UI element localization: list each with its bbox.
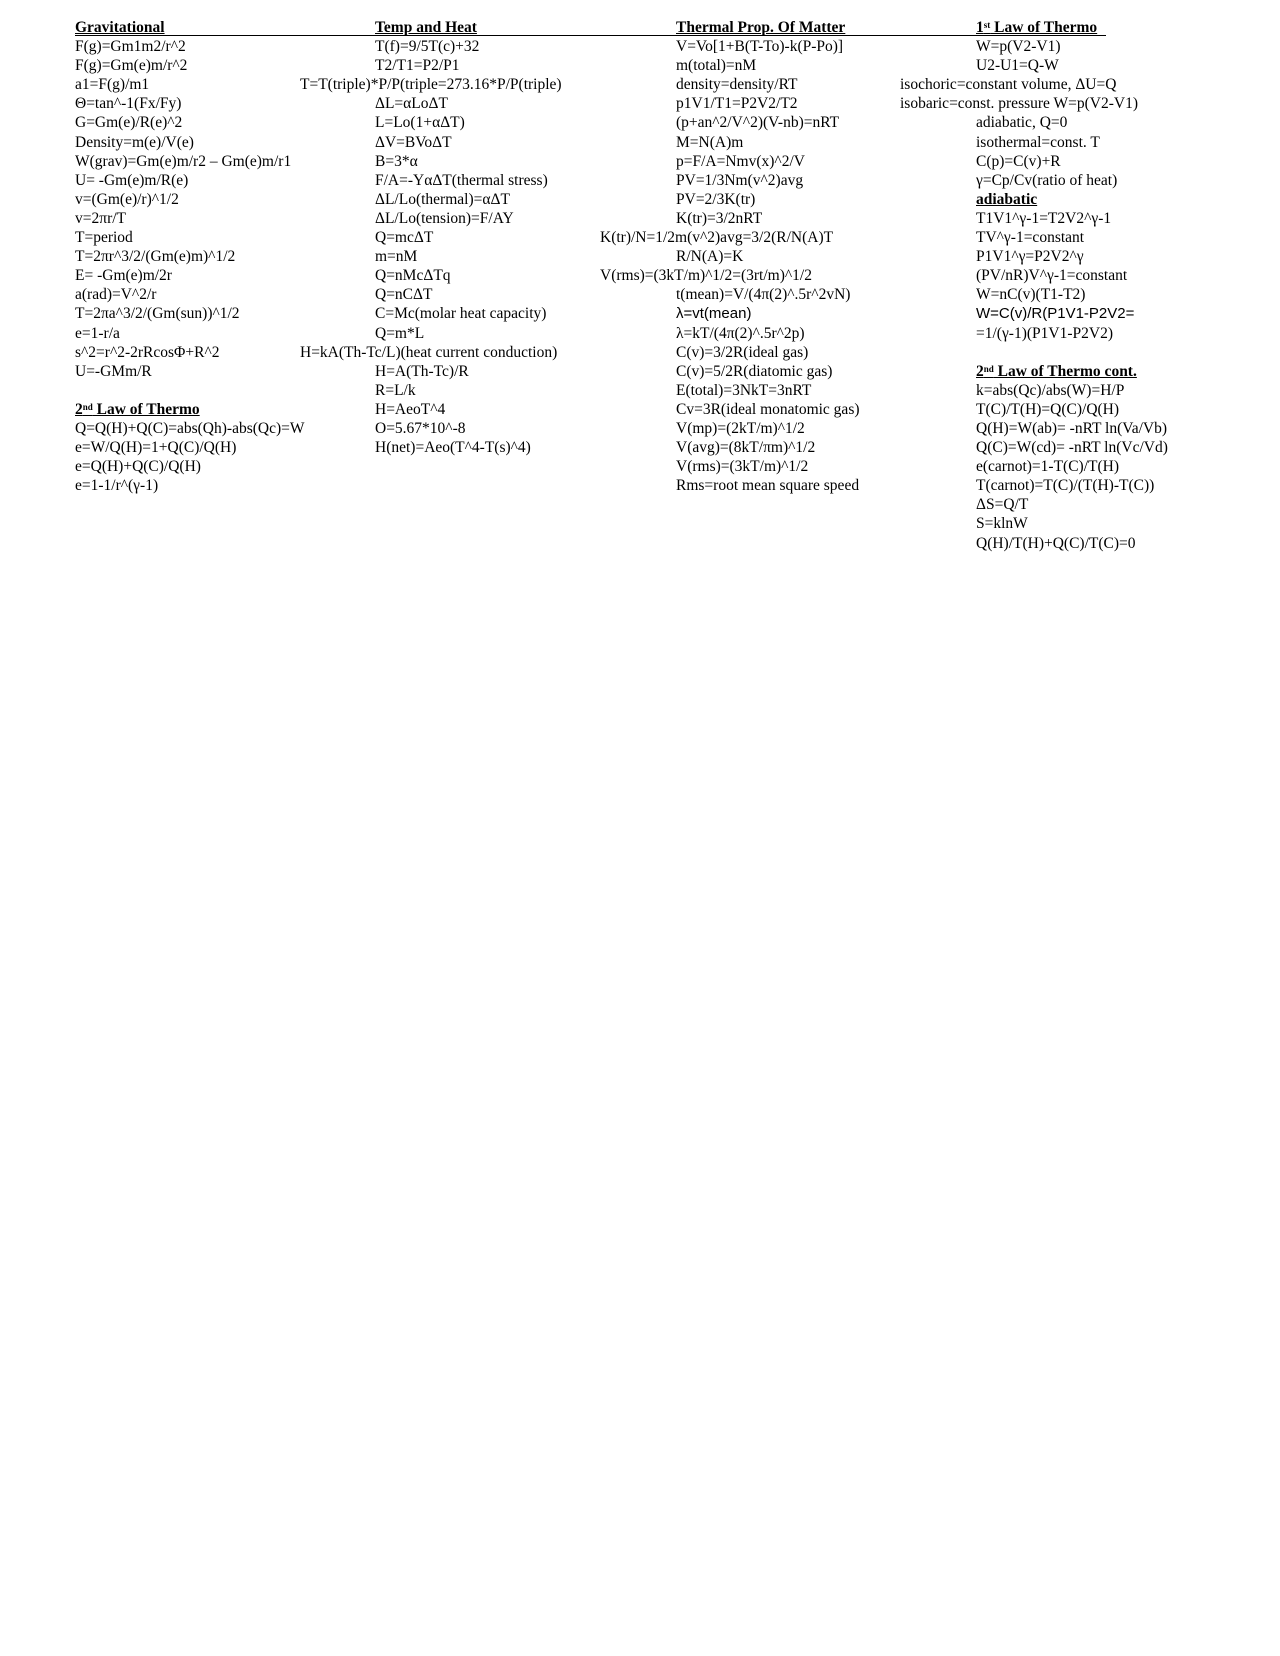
heading-text: Law of Thermo cont. (993, 362, 1137, 380)
formula-line: PV=1/3Nm(v^2)avg (676, 171, 804, 189)
heading-superscript: st (983, 20, 991, 30)
column-thermal-prop (600, 18, 860, 495)
formula-line: s^2=r^2-2rRcosΦ+R^2 (75, 343, 220, 361)
formula-line: K(tr)/N=1/2m(v^2)avg=3/2(R/N(A)T (600, 229, 834, 247)
column-first-law (900, 18, 1168, 553)
formula-line: T1V1^γ-1=T2V2^γ-1 (976, 209, 1112, 227)
formula-line: a1=F(g)/m1 (75, 76, 150, 94)
formula-line: Q=mcΔT (375, 229, 434, 247)
formula-line: λ=kT/(4π(2)^.5r^2p) (676, 324, 805, 342)
formula-line: V(rms)=(3kT/m)^1/2=(3rt/m)^1/2 (600, 267, 812, 285)
formula-line: Q=Q(H)+Q(C)=abs(Qh)-abs(Qc)=W (75, 419, 305, 437)
formula-line: B=3*α (375, 152, 418, 170)
formula-line: e=Q(H)+Q(C)/Q(H) (75, 458, 201, 476)
formula-line: S=klnW (976, 515, 1028, 533)
heading-number: 1 (976, 19, 984, 36)
formula-line: Q(H)=W(ab)= -nRT ln(Va/Vb) (976, 419, 1168, 437)
formula-line: V(mp)=(2kT/m)^1/2 (676, 419, 805, 437)
column-gravitational (75, 18, 305, 495)
formula-line: =1/(γ-1)(P1V1-P2V2) (976, 324, 1113, 342)
formula-line: O=5.67*10^-8 (375, 419, 466, 437)
formula-line: T=period (75, 229, 133, 247)
formula-line: C=Mc(molar heat capacity) (375, 305, 547, 323)
formula-line: (p+an^2/V^2)(V-nb)=nRT (676, 114, 840, 132)
formula-line: density=density/RT (676, 76, 798, 94)
formula-line: K(tr)=3/2nRT (676, 209, 763, 227)
formula-line: m=nM (375, 248, 418, 266)
formula-line: R=L/k (375, 381, 416, 399)
heading-first-law (976, 18, 1168, 37)
formula-line: λ=vt(mean) (676, 305, 752, 323)
formula-line: C(v)=5/2R(diatomic gas) (676, 362, 833, 380)
formula-line: M=N(A)m (676, 133, 744, 151)
spacer (75, 381, 305, 400)
formula-line: W=p(V2-V1) (976, 38, 1061, 56)
formula-line: T=2πr^3/2/(Gm(e)m)^1/2 (75, 248, 236, 266)
formula-line: E(total)=3NkT=3nRT (676, 381, 812, 399)
formula-line: E= -Gm(e)m/2r (75, 267, 172, 285)
formula-line: H=A(Th-Tc)/R (375, 362, 469, 380)
formula-line: t(mean)=V/(4π(2)^.5r^2vN) (676, 286, 851, 304)
formula-line: e(carnot)=1-T(C)/T(H) (976, 458, 1120, 476)
spacer (976, 343, 1168, 362)
formula-line: C(v)=3/2R(ideal gas) (676, 343, 809, 361)
heading-gravitational: Gravitational (75, 19, 165, 36)
formula-line: F(g)=Gm(e)m/r^2 (75, 57, 188, 75)
formula-line: (PV/nR)V^γ-1=constant (976, 267, 1128, 285)
formula-line: Q(C)=W(cd)= -nRT ln(Vc/Vd) (976, 439, 1168, 457)
formula-line: W=C(v)/R(P1V1-P2V2= (976, 305, 1135, 323)
formula-line: Rms=root mean square speed (676, 477, 860, 495)
formula-line: Q=nCΔT (375, 286, 433, 304)
formula-line: V=Vo[1+B(T-To)-k(P-Po)] (676, 38, 844, 56)
formula-line: L=Lo(1+αΔT) (375, 114, 465, 132)
formula-line: v=2πr/T (75, 209, 127, 227)
formula-line: T=2πa^3/2/(Gm(sun))^1/2 (75, 305, 240, 323)
formula-line: H=kA(Th-Tc/L)(heat current conduction) (300, 343, 558, 361)
formula-line: e=1-r/a (75, 324, 120, 342)
formula-line: F/A=-YαΔT(thermal stress) (375, 171, 548, 189)
formula-line: m(total)=nM (676, 57, 757, 75)
formula-line: PV=2/3K(tr) (676, 190, 756, 208)
formula-line: ΔS=Q/T (976, 496, 1029, 514)
formula-line: V(rms)=(3kT/m)^1/2 (676, 458, 809, 476)
formula-line: W=nC(v)(T1-T2) (976, 286, 1086, 304)
formula-line: adiabatic, Q=0 (976, 114, 1068, 132)
formula-line: Q=nMcΔTq (375, 267, 451, 285)
formula-line: Q=m*L (375, 324, 425, 342)
formula-line: Cv=3R(ideal monatomic gas) (676, 400, 860, 418)
heading-text: Law of Thermo (990, 19, 1098, 36)
heading-adiabatic: adiabatic (976, 190, 1038, 208)
formula-line: T(f)=9/5T(c)+32 (375, 38, 480, 56)
formula-line: ΔL=αLoΔT (375, 95, 448, 113)
heading-second-law (75, 400, 305, 419)
formula-line: isothermal=const. T (976, 133, 1100, 151)
formula-line: v=(Gm(e)/r)^1/2 (75, 190, 179, 208)
formula-line: a(rad)=V^2/r (75, 286, 157, 304)
formula-line: e=W/Q(H)=1+Q(C)/Q(H) (75, 439, 237, 457)
formula-line: e=1-1/r^(γ-1) (75, 477, 159, 495)
column-temp-heat (300, 18, 562, 457)
formula-line: F(g)=Gm1m2/r^2 (75, 38, 186, 56)
heading-second-law-cont (976, 362, 1168, 381)
formula-line: TV^γ-1=constant (976, 229, 1085, 247)
heading-superscript: nd (82, 401, 93, 412)
formula-line: G=Gm(e)/R(e)^2 (75, 114, 183, 132)
formula-line: W(grav)=Gm(e)m/r2 – Gm(e)m/r1 (75, 152, 292, 170)
formula-line: Density=m(e)/V(e) (75, 133, 194, 151)
heading-thermal-prop: Thermal Prop. Of Matter (676, 19, 846, 36)
formula-line: H(net)=Aeo(T^4-T(s)^4) (375, 439, 531, 457)
formula-line: Θ=tan^-1(Fx/Fy) (75, 95, 182, 113)
formula-line: T2/T1=P2/P1 (375, 57, 460, 75)
formula-line: ΔL/Lo(tension)=F/AY (375, 209, 514, 227)
formula-line: H=AeoT^4 (375, 400, 446, 418)
formula-line: Q(H)/T(H)+Q(C)/T(C)=0 (976, 534, 1136, 552)
formula-line: k=abs(Qc)/abs(W)=H/P (976, 381, 1125, 399)
formula-line: R/N(A)=K (676, 248, 744, 266)
formula-line: isobaric=const. pressure W=p(V2-V1) (900, 95, 1139, 113)
formula-line: U= -Gm(e)m/R(e) (75, 171, 189, 189)
formula-line: C(p)=C(v)+R (976, 152, 1061, 170)
heading-superscript: nd (983, 363, 994, 374)
formula-line: U2-U1=Q-W (976, 57, 1059, 75)
formula-line: γ=Cp/Cv(ratio of heat) (976, 171, 1118, 189)
formula-line: isochoric=constant volume, ΔU=Q (900, 76, 1117, 94)
heading-temp-heat: Temp and Heat (375, 19, 477, 36)
formula-line: p1V1/T1=P2V2/T2 (676, 95, 798, 113)
formula-line: T(C)/T(H)=Q(C)/Q(H) (976, 400, 1120, 418)
heading-number: 2 (976, 362, 984, 380)
formula-line: U=-GMm/R (75, 362, 152, 380)
formula-line: ΔV=BVoΔT (375, 133, 452, 151)
formula-line: V(avg)=(8kT/πm)^1/2 (676, 439, 816, 457)
formula-line: ΔL/Lo(thermal)=αΔT (375, 190, 510, 208)
formula-line: p=F/A=Nmv(x)^2/V (676, 152, 805, 170)
formula-line: T(carnot)=T(C)/(T(H)-T(C)) (976, 477, 1155, 495)
formula-line: P1V1^γ=P2V2^γ (976, 248, 1084, 266)
heading-number: 2 (75, 400, 83, 418)
formula-line: T=T(triple)*P/P(triple=273.16*P/P(triple) (300, 76, 562, 94)
heading-text: Law of Thermo (92, 400, 200, 418)
